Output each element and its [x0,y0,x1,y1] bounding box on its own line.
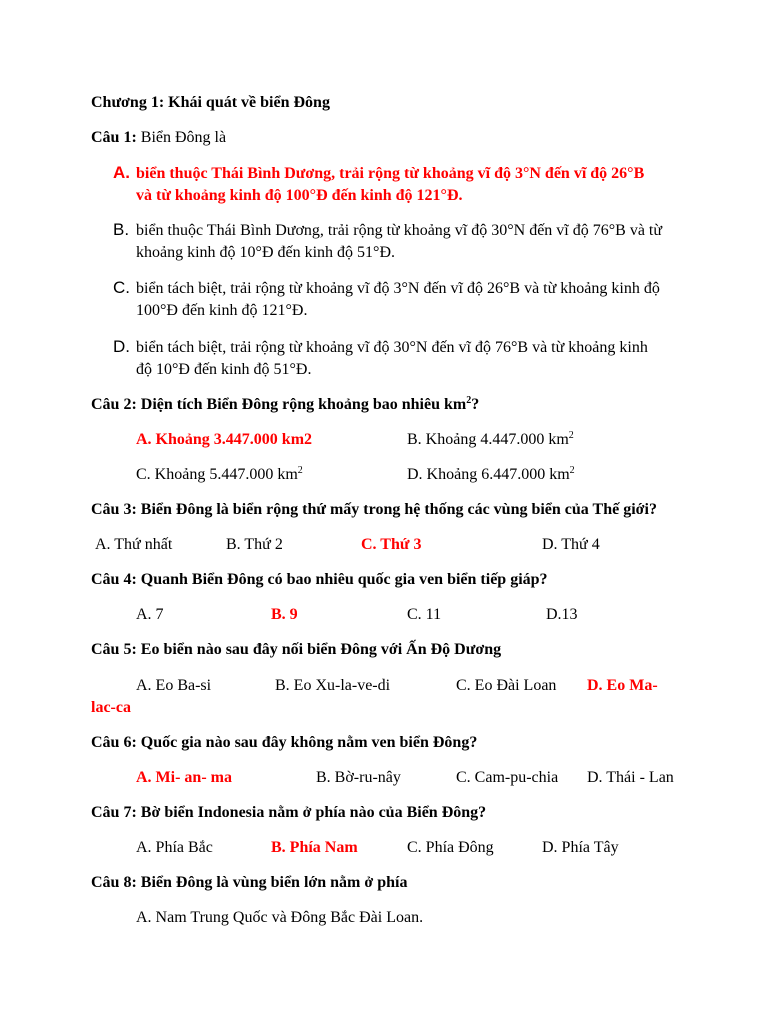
question-1-option-c-line2: 100°Đ đến kinh độ 121°Đ. [136,302,308,319]
question-5-option-c: C. Eo Đài Loan [456,677,557,694]
question-6-option-d: D. Thái - Lan [587,769,674,786]
question-3-option-a: A. Thứ nhất [95,536,173,553]
question-1-option-b-line2: khoảng kinh độ 10°Đ đến kinh độ 51°Đ. [136,244,395,261]
question-2-text: Câu 2: Diện tích Biển Đông rộng khoảng bao nhiêu km [91,396,467,413]
question-1-option-a-letter: A. [113,163,130,182]
question-2-option-b [407,430,574,450]
question-1-option-d-letter: D. [113,337,130,356]
question-1-option-a-line2: và từ khoảng kinh độ 100°Đ đến kinh độ 121°Đ. [136,187,463,204]
question-1-option-b-letter: B. [113,220,130,239]
question-1-option-c-letter: C. [113,278,130,297]
question-6-option-a: A. Mi- an- ma [136,769,232,786]
question-2-option-b-text: B. Khoảng 4.447.000 km [407,431,569,448]
question-5-option-b: B. Eo Xu-la-ve-di [275,677,391,694]
question-4-option-a: A. 7 [136,606,164,623]
question-4-option-d: D.13 [546,606,578,623]
question-1-label: Câu 1: [91,129,137,146]
question-6: Câu 6: Quốc gia nào sau đây không nằm ven biển Đông? [91,734,478,751]
question-2-option-c-superscript: 2 [297,465,303,476]
question-5-option-a: A. Eo Ba-si [136,677,212,694]
question-6-option-c: C. Cam-pu-chia [456,769,559,786]
question-2 [91,395,479,415]
question-5-option-d: D. Eo Ma- [587,677,658,694]
question-3-option-d: D. Thứ 4 [542,536,600,553]
question-1-text: Biển Đông là [140,129,227,146]
question-2-option-d-text: D. Khoảng 6.447.000 km [407,466,570,483]
question-3: Câu 3: Biển Đông là biển rộng thứ mấy trong hệ thống các vùng biển của Thế giới? [91,501,657,518]
question-6-option-b: B. Bờ-ru-nây [316,769,401,786]
question-2-option-b-superscript: 2 [568,430,574,441]
question-7-option-b: B. Phía Nam [271,839,358,856]
question-8: Câu 8: Biển Đông là vùng biển lớn nằm ở phía [91,874,408,891]
question-1-option-d-line1: biển tách biệt, trải rộng từ khoảng vĩ độ 30°N đến vĩ độ 76°B và từ khoảng kinh [136,339,648,356]
question-2-end: ? [471,396,480,413]
question-1 [91,128,226,148]
question-4: Câu 4: Quanh Biển Đông có bao nhiêu quốc gia ven biển tiếp giáp? [91,571,548,588]
question-7-option-a: A. Phía Bắc [136,839,213,856]
question-1-option-b-line1: biển thuộc Thái Bình Dương, trải rộng từ khoảng vĩ độ 30°N đến vĩ độ 76°B và từ [136,222,663,239]
question-1-option-d-line2: độ 10°Đ đến kinh độ 51°Đ. [136,361,312,378]
question-3-option-b: B. Thứ 2 [226,536,283,553]
question-2-option-a: A. Khoảng 3.447.000 km2 [136,431,313,448]
question-8-option-a: A. Nam Trung Quốc và Đông Bắc Đài Loan. [136,909,424,926]
question-3-option-c: C. Thứ 3 [361,536,422,553]
question-7: Câu 7: Bờ biển Indonesia nằm ở phía nào của Biển Đông? [91,804,487,821]
question-2-option-c-text: C. Khoảng 5.447.000 km [136,466,298,483]
question-7-option-c: C. Phía Đông [407,839,494,856]
question-2-option-d-superscript: 2 [569,465,575,476]
question-2-superscript: 2 [466,395,472,406]
question-1-option-c-line1: biển tách biệt, trải rộng từ khoảng vĩ độ 3°N đến vĩ độ 26°B và từ khoảng kinh độ [136,280,660,297]
chapter-title: Chương 1: Khái quát về biển Đông [91,94,330,111]
question-2-option-c [136,465,303,485]
question-1-option-a-line1: biển thuộc Thái Bình Dương, trải rộng từ khoảng vĩ độ 3°N đến vĩ độ 26°B [136,165,645,182]
question-2-option-d [407,465,575,485]
question-7-option-d: D. Phía Tây [542,839,619,856]
question-4-option-c: C. 11 [407,606,442,623]
question-5-option-d-continued: lac-ca [91,699,131,716]
question-4-option-b: B. 9 [271,606,298,623]
question-5: Câu 5: Eo biển nào sau đây nối biển Đông với Ấn Độ Dương [91,641,502,658]
